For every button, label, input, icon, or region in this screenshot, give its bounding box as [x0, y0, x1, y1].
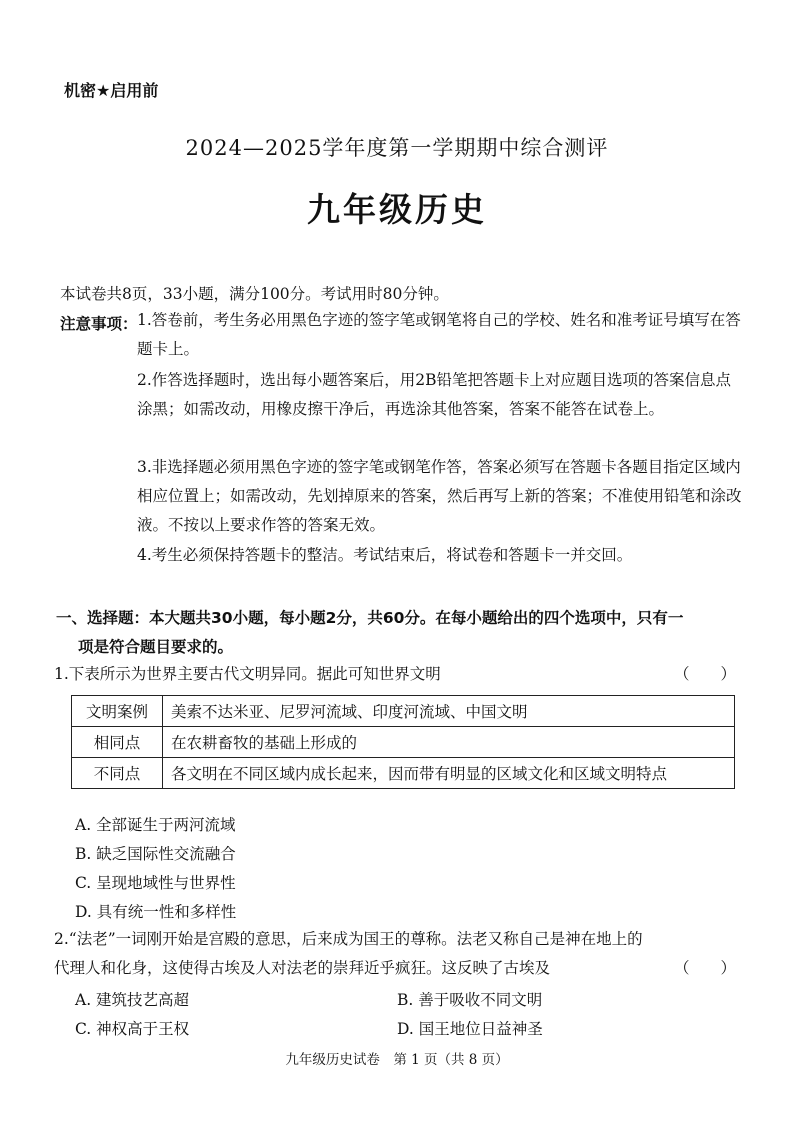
- q1-option-b: B. 缺乏国际性交流融合: [75, 845, 236, 863]
- question-1-stem: [54, 660, 744, 689]
- notice-item-2: 2.作答选择题时，选出每小题答案后，用2B铅笔把答题卡上对应题目选项的答案信息点涂黑；如需改动，用橡皮擦干净后，再选涂其他答案，答案不能答在试卷上。: [137, 371, 732, 418]
- table-header-cell: 不同点: [72, 758, 163, 789]
- answer-paren: （ ）: [673, 665, 736, 683]
- civilization-table: [71, 695, 735, 789]
- exam-intro: 本试卷共8页，33小题，满分100分。考试用时80分钟。: [60, 285, 449, 303]
- question-1-text: 1.下表所示为世界主要古代文明异同。据此可知世界文明: [54, 665, 441, 683]
- section-heading-line1: 一、选择题：本大题共30小题，每小题2分，共60分。在每小题给出的四个选项中，只有一: [56, 609, 684, 627]
- q2-option-d: D. 国王地位日益神圣: [397, 1020, 543, 1038]
- table-cell: 各文明在不同区域内成长起来，因而带有明显的区域文化和区域文明特点: [163, 758, 735, 789]
- confidential-label: 机密★启用前: [64, 81, 159, 100]
- table-header-cell: 文明案例: [72, 696, 163, 727]
- q1-option-a: A. 全部诞生于两河流域: [75, 816, 236, 834]
- page-footer: 九年级历史试卷 第 1 页（共 8 页）: [285, 1052, 509, 1068]
- notice-item-4: 4.考生必须保持答题卡的整洁。考试结束后，将试卷和答题卡一并交回。: [137, 546, 633, 564]
- exam-subtitle: 2024—2025学年度第一学期期中综合测评: [185, 136, 609, 160]
- q1-option-c: C. 呈现地域性与世界性: [75, 874, 236, 892]
- notice-label: 注意事项：: [60, 315, 138, 333]
- page-title: 九年级历史: [307, 190, 487, 229]
- answer-paren: （ ）: [673, 959, 736, 977]
- table-row: [72, 727, 735, 758]
- section-heading-line2: 项是符合题目要求的。: [78, 638, 234, 656]
- notice-item-3: 3.非选择题必须用黑色字迹的签字笔或钢笔作答，答案必须写在答题卡各题目指定区域内相应位置上；如需改动，先划掉原来的答案，然后再写上新的答案；不准使用铅笔和涂改液。不按以上要求作答的答案无效。: [137, 458, 742, 534]
- question-2-stem: [54, 925, 744, 983]
- notice-item-1: 1.答卷前，考生务必用黑色字迹的签字笔或钢笔将自己的学校、姓名和准考证号填写在答题卡上。: [137, 311, 741, 358]
- question-2-line1: 2.“法老”一词刚开始是宫殿的意思，后来成为国王的尊称。法老又称自己是神在地上的: [54, 930, 643, 948]
- table-cell: 在农耕畜牧的基础上形成的: [163, 727, 735, 758]
- section-heading: [56, 604, 746, 662]
- q2-option-c: C. 神权高于王权: [75, 1020, 190, 1038]
- question-2-line2-wrap: [54, 954, 744, 983]
- table-header-cell: 相同点: [72, 727, 163, 758]
- table-cell: 美索不达米亚、尼罗河流域、印度河流域、中国文明: [163, 696, 735, 727]
- q2-option-b: B. 善于吸收不同文明: [397, 991, 543, 1009]
- table-row: [72, 758, 735, 789]
- question-2-line2: 代理人和化身，这使得古埃及人对法老的崇拜近乎疯狂。这反映了古埃及: [54, 959, 551, 977]
- q2-option-a: A. 建筑技艺高超: [75, 991, 190, 1009]
- q1-option-d: D. 具有统一性和多样性: [75, 903, 237, 921]
- table-row: [72, 696, 735, 727]
